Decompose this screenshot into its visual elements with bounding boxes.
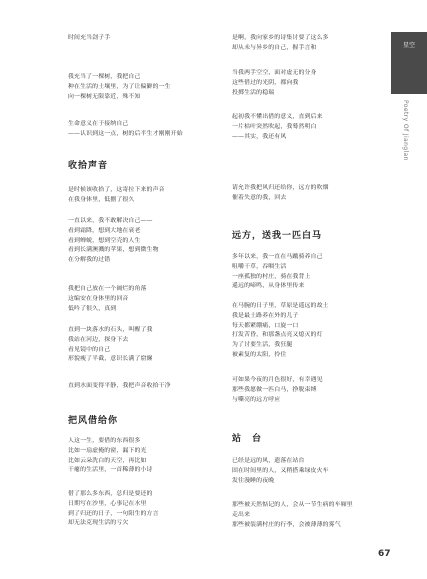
poem-title-text: 远方，送我一匹白马 <box>232 231 323 241</box>
poem-title-text: 把风借给你 <box>68 416 119 426</box>
text-line: 一座孤独的村庄，骑在我背上 <box>232 273 311 280</box>
stanza <box>232 457 329 486</box>
text-line: 却无法克现生活的亏欠 <box>68 520 129 527</box>
text-line: 与嘶亮的远方呼应 <box>232 396 281 403</box>
text-line: 直到一块落水的石头，叫醒了我 <box>68 327 153 333</box>
text-line: 打发苦昏，和那盏点亮又熄灭的灯 <box>232 332 323 339</box>
text-line: 当我两手空空，面对虚无的分身 <box>232 70 317 76</box>
stanza <box>232 184 329 204</box>
text-line: 看到蝉蜕，想到空壳的人生 <box>68 237 141 244</box>
text-line: 向一棵树无限靠近，殊不知 <box>68 93 141 100</box>
text-line: 在我身体里，低捌了很久 <box>68 196 135 203</box>
text-line: 是啊，我向家乡的诗集讨要了这么多 <box>232 35 329 41</box>
stanza <box>68 285 147 314</box>
text-line: 生命意义在于接纳自己 <box>68 121 129 127</box>
stanza <box>68 186 165 206</box>
stanza <box>68 490 159 529</box>
text-line: 我把自己放在一个阔烂的角落 <box>68 286 147 292</box>
text-line: 一直以来，我不敢解决自己—— <box>68 218 153 224</box>
stanza <box>68 73 171 102</box>
page-number: 67 <box>378 549 391 559</box>
text-line: 可如果今夜的月色很好，有幸遇见 <box>232 377 323 383</box>
text-line: 被素复的太阳，拎住 <box>232 351 287 358</box>
section-tab <box>391 32 427 94</box>
poem-title <box>68 415 118 427</box>
poem-title-text: 收拾声音 <box>68 161 109 171</box>
text-line: 请允许我把风归还给你，远方的吹烟 <box>232 185 329 191</box>
text-line: 为了讨要生活，我狂腿 <box>232 342 293 349</box>
text-line: 这些借过的光阴，都向我 <box>232 79 299 86</box>
text-line: 多年以来，我一直在马蹴骑养自己 <box>232 254 323 260</box>
stanza <box>232 69 317 98</box>
text-line: 遥远的啼鸣，从身体里传来 <box>232 283 305 290</box>
text-line: 一片枯叶突然吹起，我蓦然明白 <box>232 123 317 130</box>
text-line: 固在时间里的人，又稍搭乘绿皮火车 <box>232 467 329 474</box>
text-line: 比如云朵洗白的天空，再比如 <box>68 457 147 464</box>
stanza <box>68 34 110 44</box>
text-line: 却从未与异乡的自己，握手言和 <box>232 44 317 51</box>
text-line: 催着失意的我，回去 <box>232 194 287 201</box>
text-line: 我充当了一棵树，我把自己 <box>68 74 141 80</box>
stanza <box>232 376 323 405</box>
text-line: 投掷生活的稳瑞 <box>232 89 275 96</box>
stanza <box>68 120 183 140</box>
text-line: 那些我愿做一匹白马，挣脱束缚 <box>232 386 317 393</box>
text-line: 是时候该收拾了，这寄拉下来的声音 <box>68 187 165 193</box>
section-title: 星空 <box>402 42 415 49</box>
stanza <box>232 113 323 142</box>
text-line: 看到长满澳溅的苹果，想到微生物 <box>68 247 159 254</box>
section-title-en: Poetry Of Jianglan <box>402 100 409 161</box>
text-line: ——其实，我还有风 <box>232 133 287 140</box>
text-line: 直到水面变得平静，我把声音收拾干净 <box>68 383 171 389</box>
poem-title <box>232 230 322 242</box>
stanza <box>68 382 171 392</box>
text-line: 起初我不懂出借的意义，直到后来 <box>232 114 323 120</box>
stanza <box>232 34 329 54</box>
text-line: 我站在河边，探身下去 <box>68 336 129 343</box>
text-line: 人这一生，要借的东西很多 <box>68 438 141 444</box>
text-line: 看见镜中的自己 <box>68 346 111 353</box>
text-line: 形貌瘦了半截，意识长满了窟窿 <box>68 356 153 363</box>
text-line: 在分解我的过错 <box>68 257 111 264</box>
text-line: 每天都紧绷痛，口旋一口 <box>232 322 299 329</box>
text-line: 已经是远的风，遗落在站台 <box>232 458 305 464</box>
stanza <box>232 253 323 292</box>
text-line: 咀嚼干草，吞咽生活 <box>232 263 287 270</box>
text-line: 在马腕的日子里，草原是遥远的故土 <box>232 303 329 309</box>
stanza <box>68 437 153 476</box>
poem-title <box>68 160 108 172</box>
text-line: ——认识到这一点，树的后半生才刚刚开始 <box>68 130 183 137</box>
stanza <box>232 501 353 530</box>
stanza <box>68 217 159 266</box>
poem-title-text: 站 台 <box>232 434 263 444</box>
poem-title <box>232 433 262 445</box>
stanza <box>232 302 329 361</box>
text-line: 我是最土路养在外的儿子 <box>232 312 299 319</box>
text-line: 比如一扇虚掩的窗，漏下的光 <box>68 447 147 454</box>
text-line: 发往漫睡的夜晚 <box>232 477 275 484</box>
text-line: 那些被装满村庄的行李，会被薄薄的雾气 <box>232 521 341 528</box>
text-line: 日期写在沙里，心事记在水里 <box>68 500 147 507</box>
text-line: 干瘪的生活里，一首稀薄的小诗 <box>68 467 153 474</box>
text-line: 时间充当刽子手 <box>68 35 111 41</box>
text-line: 借了那么多东西，总归是要还的 <box>68 491 153 497</box>
text-line: 到了归还的日子，一句阳生的方言 <box>68 510 159 517</box>
text-line: 这编安在身体里的回音 <box>68 295 129 302</box>
text-line: 那些被天然惦记的人，会从一节生病的车厢里 <box>232 502 353 508</box>
stanza <box>68 326 153 365</box>
text-line: 低吟了很久，真到 <box>68 305 117 312</box>
text-line: 看到霜降，想到大地在衰老 <box>68 227 141 234</box>
text-line: 走出来 <box>232 511 251 518</box>
text-line: 种在生活的土壤里，为了让偏僻的一生 <box>68 83 171 90</box>
